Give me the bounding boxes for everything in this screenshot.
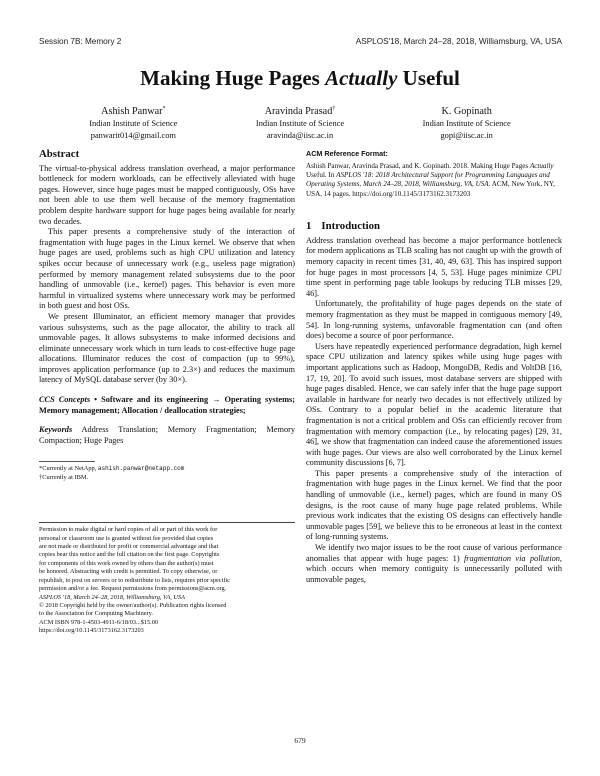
permission-line: for components of this work owned by others than the author(s) must	[39, 559, 214, 567]
acm-ref-text: Ashish Panwar, Aravinda Prasad, and K. Gopinath. 2018. Making Huge Pages	[306, 161, 530, 170]
keywords	[39, 425, 295, 446]
abstract-paragraph: We present Illuminator, an efficient memory manager that provides various subsystems, such as the page allocator, the ability to track all unmovable pages. It allows subsystems to make informed decisions and eliminate unnecessary work which in turn leads to cost-effective huge page allocations. Illuminator reduces the cost of compaction (up to 99%), improves application performance (up to 2.3×) and reduces the maximum latency of MySQL database server (by 30×).	[39, 311, 295, 385]
permission-line: republish, to post on servers or to redistribute to lists, requires prior specific	[39, 576, 230, 584]
footnote-text: *Currently at NetApp,	[39, 465, 98, 473]
intro-text: We identify two major issues to be the root cause of various performance anomalies that appear with huge pages: 1)	[306, 543, 562, 563]
author-name: Aravinda Prasad	[264, 105, 333, 117]
author-email: panwarit014@gmail.com	[90, 130, 176, 140]
acm-ref-venue: ASPLOS '18: 2018 Architectural Support for Programming Languages and Operating Systems, March 24–28, 2018, Williamsburg, VA, USA.	[306, 171, 550, 189]
paper-title	[0, 66, 600, 91]
keywords-text: Address Translation; Memory Fragmentation; Memory Compaction; Huge Pages	[39, 425, 295, 445]
author-affiliation: Indian Institute of Science	[89, 118, 178, 128]
permission-line: Permission to make digital or hard copies of all or part of this work for	[39, 526, 218, 534]
intro-paragraph: Address translation overhead has become a major performance bottleneck for modern applications as TLB scaling has not caught up with the growth of memory capacity in recent times [31, 40, 49, 63]. This has inspired support for huge pages in most processors [4, 5, 53]. Huge pages minimize CPU time spent in performing page table lookups by reducing TLB misses [29, 46].	[306, 235, 562, 298]
author-name: K. Gopinath	[441, 105, 492, 117]
permission-line: copies bear this notice and the full citation on the first page. Copyrights	[39, 551, 220, 559]
author-mark: *	[162, 106, 166, 112]
footnote-netapp	[39, 465, 295, 473]
running-header-venue: ASPLOS'18, March 24–28, 2018, Williamsburg, VA, USA	[355, 37, 562, 46]
section-title: Introduction	[321, 220, 381, 233]
ccs-concepts	[39, 395, 295, 416]
permission-line: to the Association for Computing Machinery.	[39, 610, 153, 618]
section-number: 1	[306, 220, 312, 233]
acm-ref-doi[interactable]: ACM, New York, NY, USA, 14 pages. https://doi.org/10.1145/3173162.3173203	[306, 180, 555, 198]
permission-line: ACM ISBN 978-1-4503-4911-6/18/03...$15.00	[39, 618, 159, 626]
right-column	[306, 149, 562, 585]
footnote-email: ashish.panwar@netapp.com	[97, 465, 185, 473]
author-email: aravinda@iisc.ac.in	[266, 130, 334, 140]
permission-doi-link[interactable]: https://doi.org/10.1145/3173162.3173203	[39, 627, 144, 635]
permission-line: © 2018 Copyright held by the owner/author(s). Publication rights licensed	[39, 601, 227, 609]
author-block	[50, 103, 550, 142]
page-number: 679	[294, 736, 306, 745]
intro-paragraph: Unfortunately, the profitability of huge pages depends on the state of memory fragmentation as they must be mapped in contiguous memory [49, 54]. In long-running systems, unfavorable fragmentation can (and often does) become a source of poor performance.	[306, 299, 562, 341]
acm-reference-heading: ACM Reference Format:	[306, 149, 388, 158]
running-header-session: Session 7B: Memory 2	[39, 37, 122, 46]
footnotes	[39, 465, 295, 482]
author-email: gopi@iisc.ac.in	[440, 130, 493, 140]
title-pre: Making Huge Pages	[140, 66, 326, 90]
intro-paragraph	[306, 543, 562, 585]
ccs-label: CCS Concepts	[39, 395, 91, 405]
author-mark: †	[332, 106, 336, 112]
permission-block	[39, 526, 295, 635]
author-3	[383, 103, 550, 142]
footnote-ibm: †Currently at IBM.	[39, 473, 89, 481]
intro-paragraph: Users have repeatedly experienced performance degradation, high kernel space CPU utilization and latency spikes while using huge pages with important applications such as Hadoop, MongoDB, Redis and VoltDB [16, 17, 19, 20]. To avoid such issues, most database servers are shipped with huge pages disabled. Hence, we can safely infer that the huge page support available in hardware for nearly two decades is not effectively utilized by OSs. Contrary to a popular belief in the academic literature that fragmentation is not a critical problem and OSs can efficiently recover from fragmentation with memory compaction (i.e., by relocating pages) [29, 31, 46], we show that fragmentation can indeed cause the aforementioned issues with huge pages. Our views are also well corroborated by the Linux kernel community discussions [6, 7].	[306, 341, 562, 468]
abstract-paragraph: The virtual-to-physical address translation overhead, a major performance bottleneck for modern workloads, can be effectively alleviated with huge pages. However, since huge pages must be mapped contiguously, OSs have not been able to use them well because of the memory fragmentation problem despite hardware support for huge pages being available for nearly two decades.	[39, 163, 295, 226]
intro-emphasis: fragmentation via pollution	[464, 553, 560, 563]
author-1	[50, 103, 217, 142]
footnote-rule	[39, 461, 95, 462]
author-2	[217, 103, 384, 142]
title-emphasis: Actually	[325, 66, 398, 90]
title-post: Useful	[397, 66, 460, 90]
acm-reference-body	[306, 162, 562, 200]
permission-line: personal or classroom use is granted without fee provided that copies	[39, 534, 214, 542]
ccs-text: • Software and its engineering → Operating systems; Memory management; Allocation / deallocation strategies;	[39, 395, 295, 415]
intro-text: , which occurs when memory contiguity is unnecessarily polluted with unmovable pages,	[306, 553, 562, 584]
permission-rule	[39, 522, 295, 523]
abstract-heading: Abstract	[39, 148, 80, 160]
keywords-label: Keywords	[39, 425, 73, 435]
acm-ref-text: Useful. In	[306, 171, 337, 179]
acm-ref-title-emphasis: Actually	[529, 161, 554, 170]
permission-line: be honored. Abstracting with credit is permitted. To copy otherwise, or	[39, 568, 218, 576]
introduction-body	[306, 236, 562, 586]
intro-paragraph: This paper presents a comprehensive study of the interaction of fragmentation with huge pages in the Linux kernel. We find that the poor handling of unmovable (i.e., kernel) pages, which are found in many OS designs, is the root cause of many huge page related problems. While previous work indicates that the existing OS designs can effectively handle unmovable pages [59], we believe this to be erroneous at least in the context of long-running systems.	[306, 468, 562, 542]
permission-line: are not made or distributed for profit or commercial advantage and that	[39, 543, 219, 551]
permission-line: ASPLOS '18, March 24–28, 2018, Williamsburg, VA, USA	[39, 593, 185, 601]
abstract-paragraph: This paper presents a comprehensive study of the interaction of fragmentation with huge pages in the Linux kernel. We observe that when huge pages are used, problems such as high CPU utilization and latency spikes occur because of unnecessary work (e.g., useless page migration) performed by memory management related subsystems due to the poor handling of unmovable (i.e., kernel) pages. This behavior is even more harmful in virtualized systems where unnecessary work may be performed in both guest and host OSs.	[39, 227, 295, 311]
author-affiliation: Indian Institute of Science	[422, 118, 511, 128]
introduction-heading	[306, 221, 562, 232]
author-name: Ashish Panwar	[101, 105, 163, 117]
author-affiliation: Indian Institute of Science	[255, 118, 345, 128]
left-column	[39, 149, 295, 636]
permission-line: permission and/or a fee. Request permissions from permissions@acm.org.	[39, 585, 227, 593]
